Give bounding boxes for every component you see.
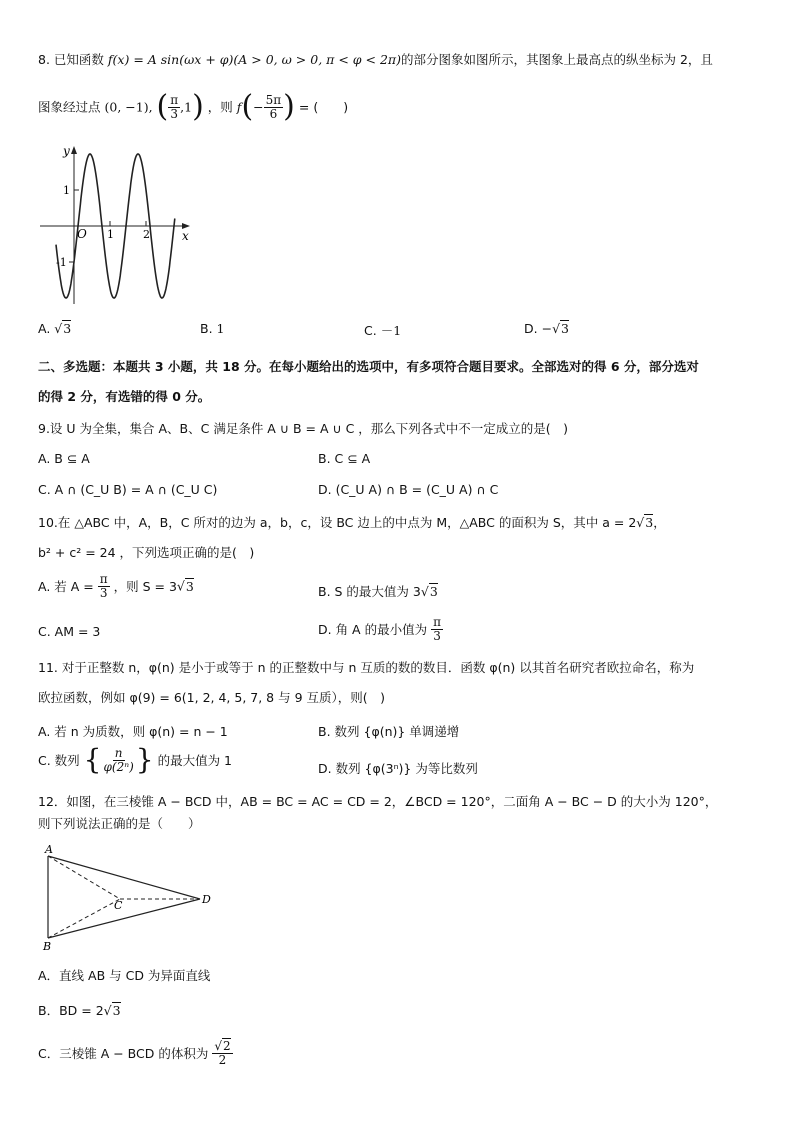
q10-stem-root: √3 (636, 515, 654, 530)
q11-c-right-brace: } (135, 743, 154, 776)
q11-stem-line2: 欧拉函数，例如 φ(9) = 6(1, 2, 4, 5, 7, 8 与 9 互质），则( ) (38, 690, 386, 705)
vertex-A-label: A (45, 843, 53, 856)
y-axis-arrow (71, 146, 77, 154)
q8-text-a: 已知函数 (53, 52, 104, 67)
q8-point2-tail: ,1 (180, 99, 193, 115)
section2-line2: 的得 2 分，有选错的得 0 分。 (38, 389, 211, 404)
x-tick-2-label: 2 (143, 228, 150, 241)
q8-option-b[interactable] (200, 321, 225, 336)
q8-eval-num: 5π (265, 92, 282, 107)
x-tick-1-label: 1 (107, 228, 114, 241)
q12-b-root: √3 (103, 1003, 121, 1018)
edge-AD (48, 856, 200, 899)
q11-option-c[interactable] (38, 743, 233, 776)
option-a-value: √3 (54, 321, 72, 336)
q10-d-pre: D. 角 A 的最小值为 (318, 622, 428, 638)
q11-option-b[interactable]: B. 数列 {φ(n)} 单调递增 (318, 724, 460, 739)
q12-c-fraction: $\frac{√2}{2}$ (214, 1039, 231, 1067)
option-c-letter: C. (364, 323, 377, 338)
y-axis-label: y (63, 144, 70, 158)
q10-stem-line1 (38, 515, 666, 530)
q8-sine-graph (36, 140, 196, 310)
q12-option-b[interactable] (38, 1001, 121, 1019)
q10-d-fraction: $\frac{\pi}{3}$ (433, 615, 441, 643)
q11-c-left-brace: { (83, 743, 102, 776)
q8-text-d: ，则 (207, 99, 233, 115)
option-a-letter: A. (38, 321, 51, 336)
q8-text-b: 的部分图象如图所示，其图象上最高点的纵坐标为 2，且 (401, 52, 713, 67)
q8-eval-right-paren: ) (283, 89, 295, 124)
q8-option-d[interactable] (524, 321, 569, 336)
q8-function-definition: f(x) = A sin(ωx + φ)(A > 0, ω > 0, π < φ < 2π) (107, 52, 401, 67)
q12-b-pre: B．BD = 2 (38, 1003, 104, 1018)
q8-right-paren: ) (192, 89, 204, 124)
q10-option-d[interactable] (318, 616, 443, 642)
q10-a-fraction: $\frac{\pi}{3}$ (99, 572, 108, 600)
q11-c-pre: C. 数列 (38, 753, 80, 768)
q8-eval-left-paren: ( (241, 89, 254, 124)
q9-option-c[interactable]: C. A ∩ (C_U B) = A ∩ (C_U C) (38, 482, 218, 497)
q8-line2 (38, 89, 349, 124)
y-tick-neg1-label: -1 (56, 256, 67, 269)
q10-stem-line2: b² + c² = 24 ，下列选项正确的是( ) (38, 545, 255, 560)
q8-f: f (236, 99, 242, 115)
q11-option-d[interactable]: D. 数列 {φ(3ⁿ)} 为等比数列 (318, 761, 478, 776)
q8-eval-fraction (264, 94, 284, 120)
q8-eval-minus: − (253, 99, 264, 115)
q8-number: 8. (38, 52, 50, 67)
option-d-value: −√3 (541, 321, 569, 336)
q11-c-fraction: $\frac{n}{\text{φ(2ⁿ)}}$ (103, 745, 134, 774)
q10-stem-text: 10.在 △ABC 中，A，B，C 所对的边为 a，b，c，设 BC 边上的中点为 M，△ABC 的面积为 S，其中 a = 2 (38, 515, 637, 530)
q8-point2-den: 3 (170, 106, 179, 121)
q10-stem-end: ， (653, 515, 666, 530)
q9-stem: 9.设 U 为全集，集合 A、B、C 满足条件 A ∪ B = A ∪ C ，那么下列各式中不一定成立的是( ) (38, 421, 569, 436)
vertex-D-label: D (202, 893, 211, 906)
q9-option-d[interactable]: D. (C_U A) ∩ B = (C_U A) ∩ C (318, 482, 499, 497)
q8-option-c[interactable] (364, 321, 401, 339)
origin-label: O (77, 227, 87, 241)
q12-option-a[interactable]: A．直线 AB 与 CD 为异面直线 (38, 968, 211, 983)
q12-option-c[interactable] (38, 1040, 233, 1066)
q8-left-paren: ( (156, 89, 169, 124)
vertex-C-label: C (114, 899, 123, 912)
q12-tetrahedron-figure (36, 842, 226, 954)
q10-a-root: √3 (176, 578, 194, 594)
option-d-letter: D. (524, 321, 538, 336)
option-c-value: －1 (380, 323, 402, 338)
q8-option-a[interactable] (38, 321, 71, 336)
q10-b-root: √3 (420, 584, 438, 599)
q10-a-post: ，则 S = 3 (113, 579, 177, 595)
q12-stem-line2: 则下列说法正确的是（ ） (38, 816, 201, 831)
edge-BC (48, 899, 120, 938)
q10-option-c[interactable]: C. AM = 3 (38, 624, 101, 639)
option-b-value: 1 (216, 321, 225, 336)
q10-a-pre: A. 若 A = (38, 579, 94, 595)
q8-point2-fraction (168, 94, 180, 120)
q8-eval-den: 6 (269, 106, 278, 121)
q8-line1 (38, 52, 713, 67)
q10-option-a[interactable] (38, 573, 194, 599)
q9-option-a[interactable]: A. B ⊆ A (38, 451, 90, 466)
q12-c-pre: C．三棱锥 A − BCD 的体积为 (38, 1046, 209, 1062)
q12-stem-line1: 12．如图，在三棱锥 A − BCD 中，AB = BC = AC = CD = 2，∠BCD = 120°，二面角 A − BC − D 的大小为 120°， (38, 794, 718, 809)
y-tick-1-label: 1 (63, 184, 70, 197)
q9-option-b[interactable]: B. C ⊆ A (318, 451, 371, 466)
q10-option-b[interactable] (318, 582, 438, 600)
q10-b-pre: B. S 的最大值为 3 (318, 584, 421, 599)
q11-stem-line1: 11. 对于正整数 n，φ(n) 是小于或等于 n 的正整数中与 n 互质的数的数目．函数 φ(n) 以其首名研究者欧拉命名，称为 (38, 660, 695, 675)
edge-AC (48, 856, 120, 899)
q8-text-c: 图象经过点 (38, 99, 101, 115)
q8-point1: (0, −1), (104, 99, 153, 115)
q8-text-e: = ( ) (298, 99, 349, 115)
q8-point2-num: π (170, 92, 179, 107)
x-axis-label: x (182, 229, 189, 243)
section2-line1: 二、多选题：本题共 3 小题，共 18 分。在每小题给出的选项中，有多项符合题目要求。全部选对的得 6 分，部分选对 (38, 359, 699, 374)
q11-option-a[interactable]: A. 若 n 为质数，则 φ(n) = n − 1 (38, 724, 228, 739)
edge-BD (48, 899, 200, 938)
q11-c-post: 的最大值为 1 (157, 753, 233, 768)
option-b-letter: B. (200, 321, 213, 336)
vertex-B-label: B (43, 940, 52, 953)
